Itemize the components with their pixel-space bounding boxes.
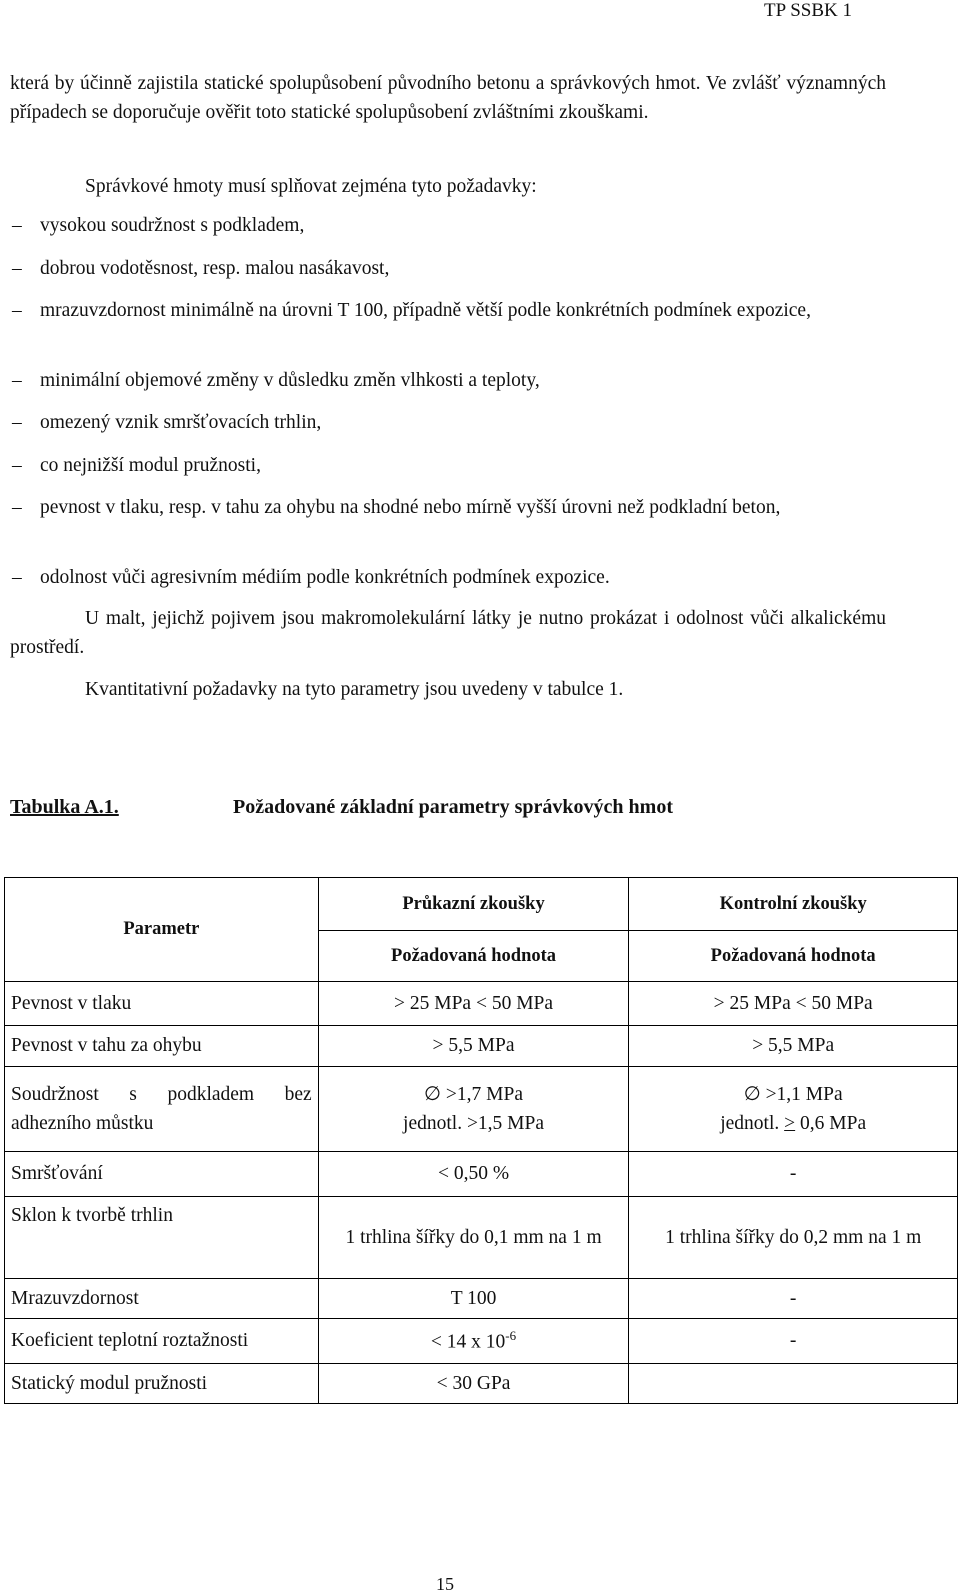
table-row — [5, 982, 958, 1026]
cell-control: - — [629, 1279, 958, 1319]
cell-control-line — [635, 1109, 951, 1138]
cell-parameter: Pevnost v tahu za ohybu — [5, 1026, 319, 1067]
dash-bullet: – — [12, 370, 22, 391]
cell-proof: > 25 MPa < 50 MPa — [318, 982, 629, 1026]
dash-bullet: – — [12, 215, 22, 236]
list-item-text: dobrou vodotěsnost, resp. malou nasákavost, — [40, 258, 390, 279]
page-number: 15 — [436, 1574, 454, 1594]
cell-parameter: Koeficient teplotní roztažnosti — [5, 1319, 319, 1364]
table-title: Požadované základní parametry správkových hmot — [233, 796, 673, 818]
cell-proof: T 100 — [318, 1279, 629, 1319]
list-item-text: omezený vznik smršťovacích trhlin, — [40, 412, 322, 433]
cell-proof: < 0,50 % — [318, 1152, 629, 1197]
dash-bullet: – — [12, 455, 22, 476]
cell-parameter: Smršťování — [5, 1152, 319, 1197]
header-parameter: Parametr — [5, 878, 319, 982]
cell-control: 1 trhlina šířky do 0,2 mm na 1 m — [629, 1197, 958, 1279]
dash-bullet: – — [12, 412, 22, 433]
table-row — [5, 1152, 958, 1197]
requirements-intro: Správkové hmoty musí splňovat zejména tyto požadavky: — [85, 176, 537, 197]
list-item — [10, 211, 890, 240]
cell-proof-exponent: -6 — [505, 1328, 517, 1344]
cell-control — [629, 1364, 958, 1404]
cell-proof: 1 trhlina šířky do 0,1 mm na 1 m — [318, 1197, 629, 1279]
dash-bullet: – — [12, 258, 22, 279]
list-item — [10, 254, 890, 283]
cell-proof-line: jednotl. >1,5 MPa — [403, 1113, 545, 1134]
cell-control: > 25 MPa < 50 MPa — [629, 982, 958, 1026]
cell-parameter: Soudržnost s podkladem bez adhezního můstku — [5, 1067, 319, 1152]
quantitative-paragraph: Kvantitativní požadavky na tyto parametry jsou uvedeny v tabulce 1. — [85, 679, 624, 700]
list-item — [10, 493, 890, 522]
intro-paragraph: která by účinně zajistila statické spolupůsobení původního betonu a správkových hmot. Ve zvlášť významných případech se doporučuje ověřit toto statické spolupůsobení zvláštními zkouškami. — [10, 73, 886, 123]
header-proof-tests: Průkazní zkoušky — [318, 878, 629, 931]
cell-control: > 5,5 MPa — [629, 1026, 958, 1067]
table-row — [5, 1026, 958, 1067]
table-row — [5, 1197, 958, 1279]
header-required-value-control: Požadovaná hodnota — [629, 931, 958, 982]
table-row — [5, 1364, 958, 1404]
table-row — [5, 1319, 958, 1364]
cell-control-prefix: jednotl. — [720, 1113, 785, 1134]
list-item-text: minimální objemové změny v důsledku změn vlhkosti a teploty, — [40, 370, 540, 391]
cell-parameter: Statický modul pružnosti — [5, 1364, 319, 1404]
cell-control: - — [629, 1319, 958, 1364]
list-item — [10, 296, 890, 325]
greater-or-equal-sign: > — [784, 1113, 796, 1134]
list-item-text: odolnost vůči agresivním médiím podle konkrétních podmínek expozice. — [40, 567, 610, 588]
header-required-value-proof: Požadovaná hodnota — [318, 931, 629, 982]
list-item-text: mrazuvzdornost minimálně na úrovni T 100, případně větší podle konkrétních podmínek expozice, — [40, 300, 811, 321]
cell-parameter: Pevnost v tlaku — [5, 982, 319, 1026]
cell-control — [629, 1067, 958, 1152]
list-item — [10, 408, 890, 437]
cell-control-value: 0,6 MPa — [795, 1113, 867, 1134]
cell-proof: > 5,5 MPa — [318, 1026, 629, 1067]
dash-bullet: – — [12, 497, 22, 518]
cell-parameter: Mrazuvzdornost — [5, 1279, 319, 1319]
parameters-table — [4, 877, 958, 1404]
dash-bullet: – — [12, 300, 22, 321]
list-item-text: vysokou soudržnost s podkladem, — [40, 215, 305, 236]
cell-parameter: Sklon k tvorbě trhlin — [5, 1197, 319, 1279]
list-item-text: pevnost v tlaku, resp. v tahu za ohybu na shodné nebo mírně vyšší úrovni než podkladní beton, — [40, 497, 781, 518]
table-row — [5, 1279, 958, 1319]
cell-proof — [318, 1319, 629, 1364]
cell-proof-line: ∅ >1,7 MPa — [424, 1084, 523, 1105]
cell-proof: < 30 GPa — [318, 1364, 629, 1404]
table-row — [5, 1067, 958, 1152]
header-control-tests: Kontrolní zkoušky — [629, 878, 958, 931]
table-header-row — [5, 878, 958, 931]
cell-control-line: ∅ >1,1 MPa — [743, 1084, 843, 1105]
dash-bullet: – — [12, 567, 22, 588]
document-id-header: TP SSBK 1 — [764, 0, 852, 21]
list-item — [10, 366, 890, 395]
cell-proof-base: < 14 x 10 — [430, 1331, 506, 1353]
list-item — [10, 451, 890, 480]
list-item — [10, 563, 890, 592]
table-number: Tabulka A.1. — [10, 796, 119, 818]
cell-control: - — [629, 1152, 958, 1197]
list-item-text: co nejnižší modul pružnosti, — [40, 455, 261, 476]
cell-proof — [318, 1067, 629, 1152]
mortar-paragraph: U malt, jejichž pojivem jsou makromolekulární látky je nutno prokázat i odolnost vůči alkalickému prostředí. — [10, 608, 886, 658]
